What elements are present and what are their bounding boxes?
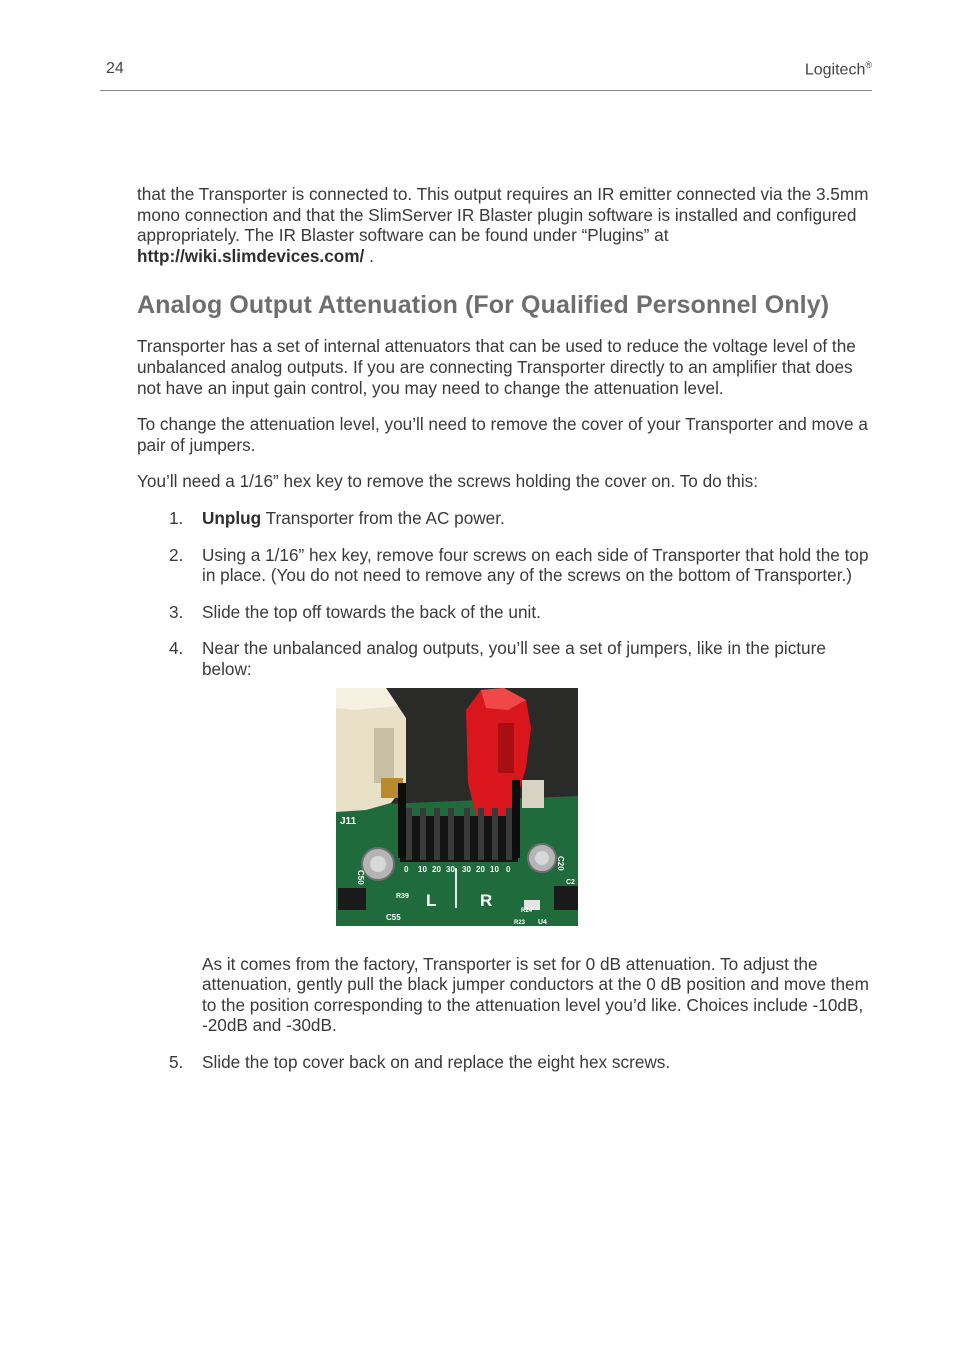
- steps-list-continued: [137, 1052, 877, 1073]
- step-4: [137, 638, 877, 679]
- silkscreen-label: C2: [566, 878, 575, 886]
- step-number: 2.: [169, 544, 184, 565]
- jumper-photo: [336, 688, 578, 926]
- jumper-position-label: 10: [490, 864, 499, 874]
- step-number: 1.: [169, 507, 184, 528]
- chip-right: [554, 886, 578, 910]
- chip-left: [338, 888, 366, 910]
- red-connector-slot: [498, 723, 514, 773]
- section-title: Analog Output Attenuation (For Qualified Personnel Only): [137, 291, 830, 320]
- step-number: 5.: [169, 1051, 184, 1072]
- step-2: [137, 545, 877, 586]
- intro-tail: .: [364, 245, 374, 266]
- paragraph-attenuators: Transporter has a set of internal attenuators that can be used to reduce the voltage level of the unbalanced analog outputs. If you are connecting Transporter directly to an amplifier that does not have an input gain control, you may need to change the attenuation level.: [137, 336, 856, 398]
- silkscreen-label: C20: [556, 855, 565, 871]
- jumper-pin: [506, 808, 512, 860]
- capacitor-left-top: [370, 856, 386, 872]
- paragraph-hex-key: You’ll need a 1/16” hex key to remove the screws holding the cover on. To do this:: [137, 471, 759, 492]
- channel-label-right: R: [480, 890, 493, 910]
- paragraph-change-level: To change the attenuation level, you’ll need to remove the cover of your Transporter and move a pair of jumpers.: [137, 414, 868, 455]
- step-1-bold: Unplug: [202, 507, 262, 528]
- step-3-text: Slide the top off towards the back of the unit.: [202, 601, 541, 622]
- silkscreen-label: R23: [514, 919, 526, 926]
- page-content: [137, 184, 877, 1072]
- red-connector-bracket: [522, 780, 544, 808]
- jumper-block: [400, 816, 518, 862]
- page-header: [100, 58, 872, 91]
- step-2-text: Using a 1/16” hex key, remove four screws on each side of Transporter that hold the top in place. (You do not need to remove any of the screws on the bottom of Transporter.): [202, 544, 869, 586]
- brand-name: [805, 60, 872, 79]
- channel-label-left: L: [426, 890, 437, 910]
- jumper-pin: [464, 808, 470, 860]
- jumper-position-label: 30: [446, 864, 455, 874]
- capacitor-right-top: [535, 851, 549, 865]
- jumper-conductor-left: [398, 783, 406, 858]
- jumper-pin: [478, 808, 484, 860]
- silkscreen-label: U4: [538, 918, 547, 926]
- silkscreen-label: J11: [340, 815, 357, 827]
- step-4-text: Near the unbalanced analog outputs, you’ll see a set of jumpers, like in the picture below:: [202, 638, 826, 679]
- jumper-pin: [434, 808, 440, 860]
- steps-list: [137, 508, 877, 680]
- jumper-pin: [420, 808, 426, 860]
- silkscreen-label: R24: [521, 907, 533, 914]
- brand-text: Logitech: [804, 61, 866, 79]
- registered-mark: ®: [865, 60, 872, 70]
- intro-paragraph: [137, 184, 877, 266]
- silkscreen-label: R39: [396, 892, 409, 900]
- jumper-position-label: 0: [404, 864, 409, 874]
- page-number: 24: [106, 60, 124, 77]
- step-number: 4.: [169, 638, 184, 659]
- step-number: 3.: [169, 601, 184, 622]
- white-connector-slot: [374, 728, 394, 783]
- intro-text: that the Transporter is connected to. This output requires an IR emitter connected via the 3.5mm mono connection and that the SlimServer IR Blaster plugin software is installed and configured appropriately. The IR Blaster software can be found under “Plugins” at: [137, 184, 869, 246]
- jumper-position-label: 20: [432, 864, 441, 874]
- step-1: [137, 508, 877, 529]
- silkscreen-label: C55: [386, 912, 401, 922]
- silkscreen-label: C50: [356, 869, 365, 885]
- step-3: [137, 602, 877, 623]
- wiki-link[interactable]: http://wiki.slimdevices.com/: [137, 245, 365, 266]
- jumper-pin: [448, 808, 454, 860]
- jumper-position-label: 0: [506, 864, 511, 874]
- jumper-photo-illustration: [336, 688, 578, 926]
- jumper-pin: [492, 808, 498, 860]
- step-5-text: Slide the top cover back on and replace the eight hex screws.: [202, 1051, 671, 1072]
- jumper-conductor-right: [512, 780, 520, 858]
- step-5: [137, 1052, 877, 1073]
- jumper-position-label: 10: [418, 864, 427, 874]
- jumper-position-label: 20: [476, 864, 485, 874]
- jumper-position-label: 30: [462, 864, 471, 874]
- step-1-text: Transporter from the AC power.: [261, 507, 505, 528]
- after-photo-paragraph: As it comes from the factory, Transporter is set for 0 dB attenuation. To adjust the attenuation, gently pull the black jumper conductors at the 0 dB position and move them to the position corresponding to the attenuation level you’d like. Choices include -10dB, -20dB and -30dB.: [202, 953, 869, 1036]
- jumper-pin: [406, 808, 412, 860]
